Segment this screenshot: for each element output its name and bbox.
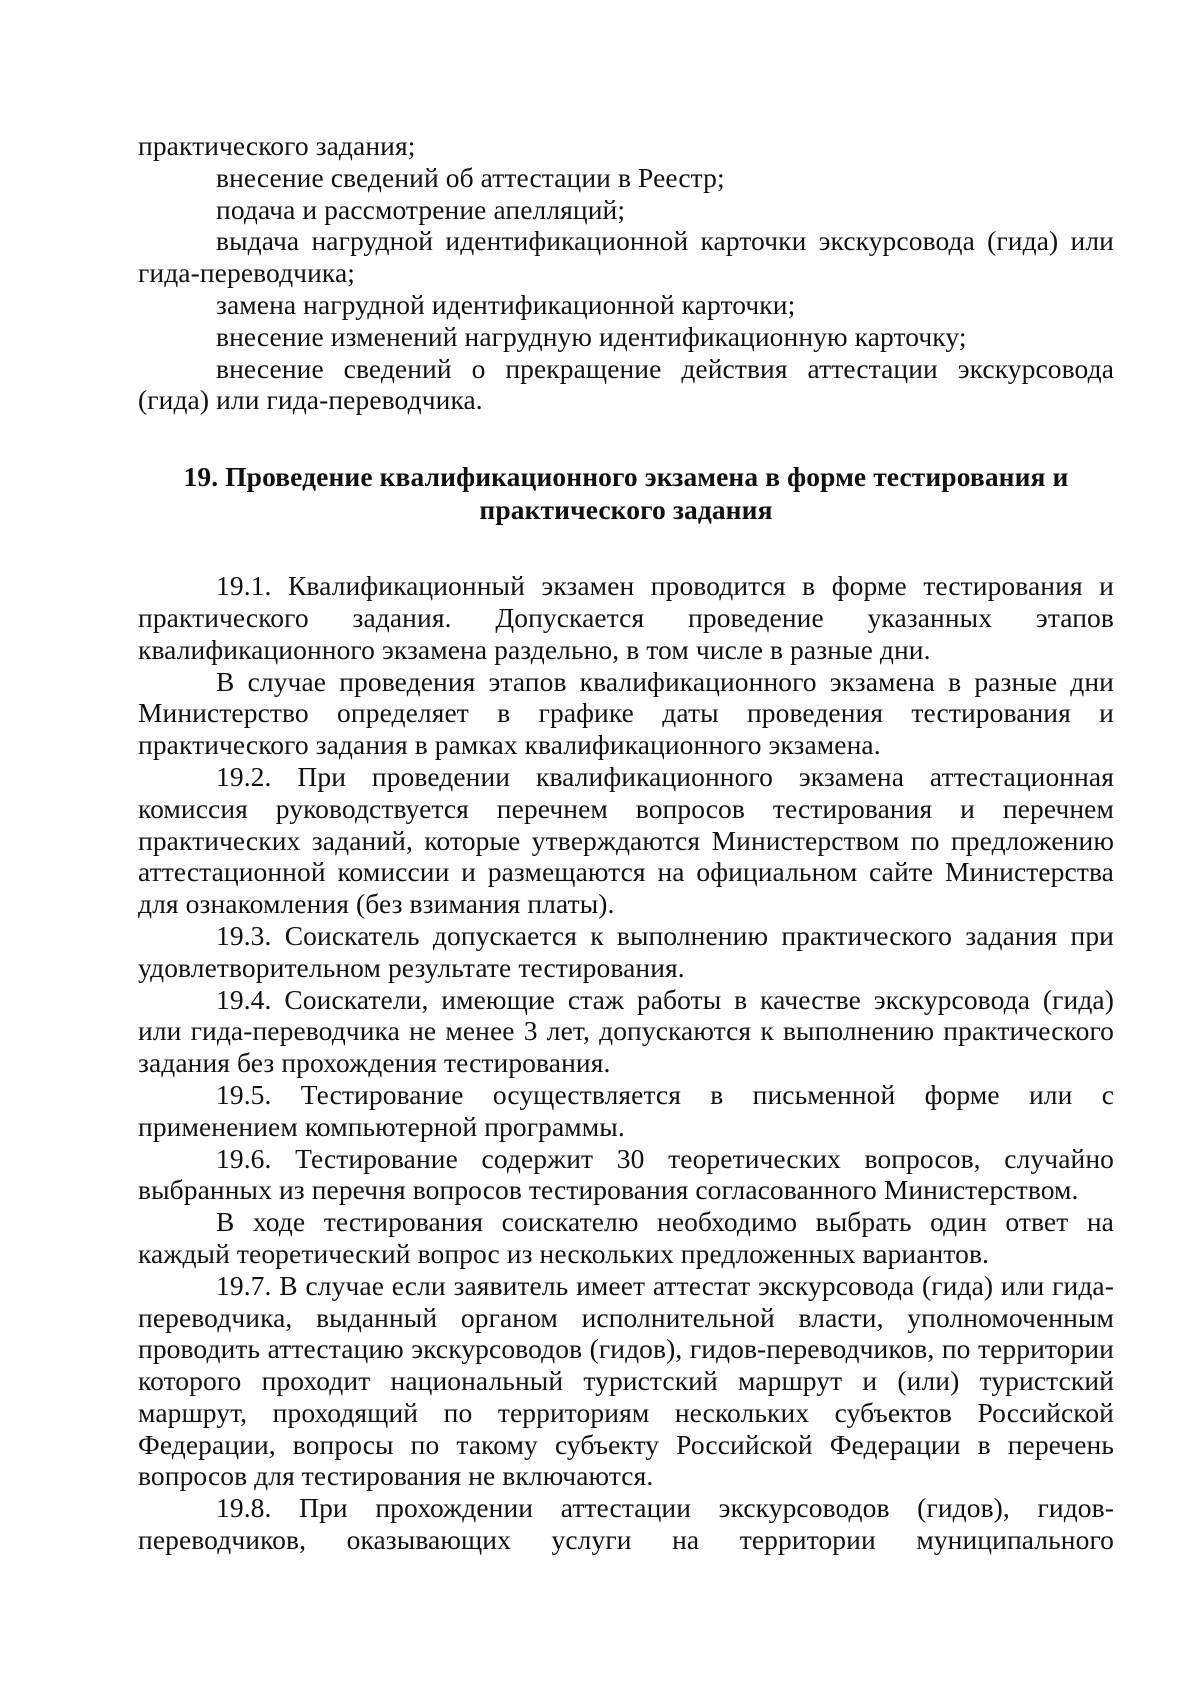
paragraph-19-7: 19.7. В случае если заявитель имеет аттестат экскурсовода (гида) или гида-переводчика, выданный органом исполнительной власти, уполномоченным проводить аттестацию экскурсоводов (гидов), гидов-переводчиков, по территории которого проходит национальный туристский маршрут и (или) туристский маршрут, проходящий по территориям нескольких субъектов Российской Федерации, вопросы по такому субъекту Российской Федерации в перечень вопросов для тестирования не включаются. — [138, 1269, 1114, 1492]
list-item: внесение изменений нагрудную идентификационную карточку; — [216, 320, 967, 352]
section-title-line: 19. Проведение квалификационного экзамена в форме тестирования и — [183, 461, 1069, 493]
list-item: внесение сведений об аттестации в Реестр; — [216, 161, 725, 193]
list-item: выдача нагрудной идентификационной карточки экскурсовода (гида) или гида-переводчика; — [138, 225, 1114, 289]
paragraph: В ходе тестирования соискателю необходимо выбрать один ответ на каждый теоретический вопрос из нескольких предложенных вариантов. — [138, 1206, 1114, 1269]
list-item: замена нагрудной идентификационной карточки; — [216, 288, 796, 320]
paragraph-19-2: 19.2. При проведении квалификационного экзамена аттестационная комиссия руководствуется перечнем вопросов тестирования и перечнем практических заданий, которые утверждаются Министерством по предложению аттестационной комиссии и размещаются на официальном сайте Министерства для ознакомления (без взимания платы). — [138, 760, 1114, 920]
paragraph-19-4: 19.4. Соискатели, имеющие стаж работы в качестве экскурсовода (гида) или гида-переводчика не менее 3 лет, допускаются к выполнению практического задания без прохождения тестирования. — [138, 983, 1114, 1079]
paragraph-19-5: 19.5. Тестирование осуществляется в письменной форме или с применением компьютерной программы. — [138, 1078, 1114, 1142]
section-title-line: практического задания — [479, 494, 773, 526]
list-item: внесение сведений о прекращение действия аттестации экскурсовода (гида) или гида-переводчика. — [138, 352, 1114, 416]
paragraph: В случае проведения этапов квалификационного экзамена в разные дни Министерство определяет в графике даты проведения тестирования и практического задания в рамках квалификационного экзамена. — [138, 665, 1114, 761]
section-title — [138, 460, 1114, 526]
paragraph-19-1: 19.1. Квалификационный экзамен проводится в форме тестирования и практического задания. Допускается проведение указанных этапов квалификационного экзамена раздельно, в том числе в разные дни. — [138, 570, 1114, 665]
document-page — [138, 130, 1114, 1556]
paragraph-19-3: 19.3. Соискатель допускается к выполнению практического задания при удовлетворительном результате тестирования. — [138, 919, 1114, 983]
intro-continuation: практического задания; — [138, 130, 416, 161]
paragraph-19-6: 19.6. Тестирование содержит 30 теоретических вопросов, случайно выбранных из перечня вопросов тестирования согласованного Министерством. — [138, 1142, 1114, 1206]
list-item: подача и рассмотрение апелляций; — [216, 193, 626, 225]
paragraph-19-8: 19.8. При прохождении аттестации экскурсоводов (гидов), гидов-переводчиков, оказывающих услуги на территории муниципального — [138, 1492, 1114, 1556]
